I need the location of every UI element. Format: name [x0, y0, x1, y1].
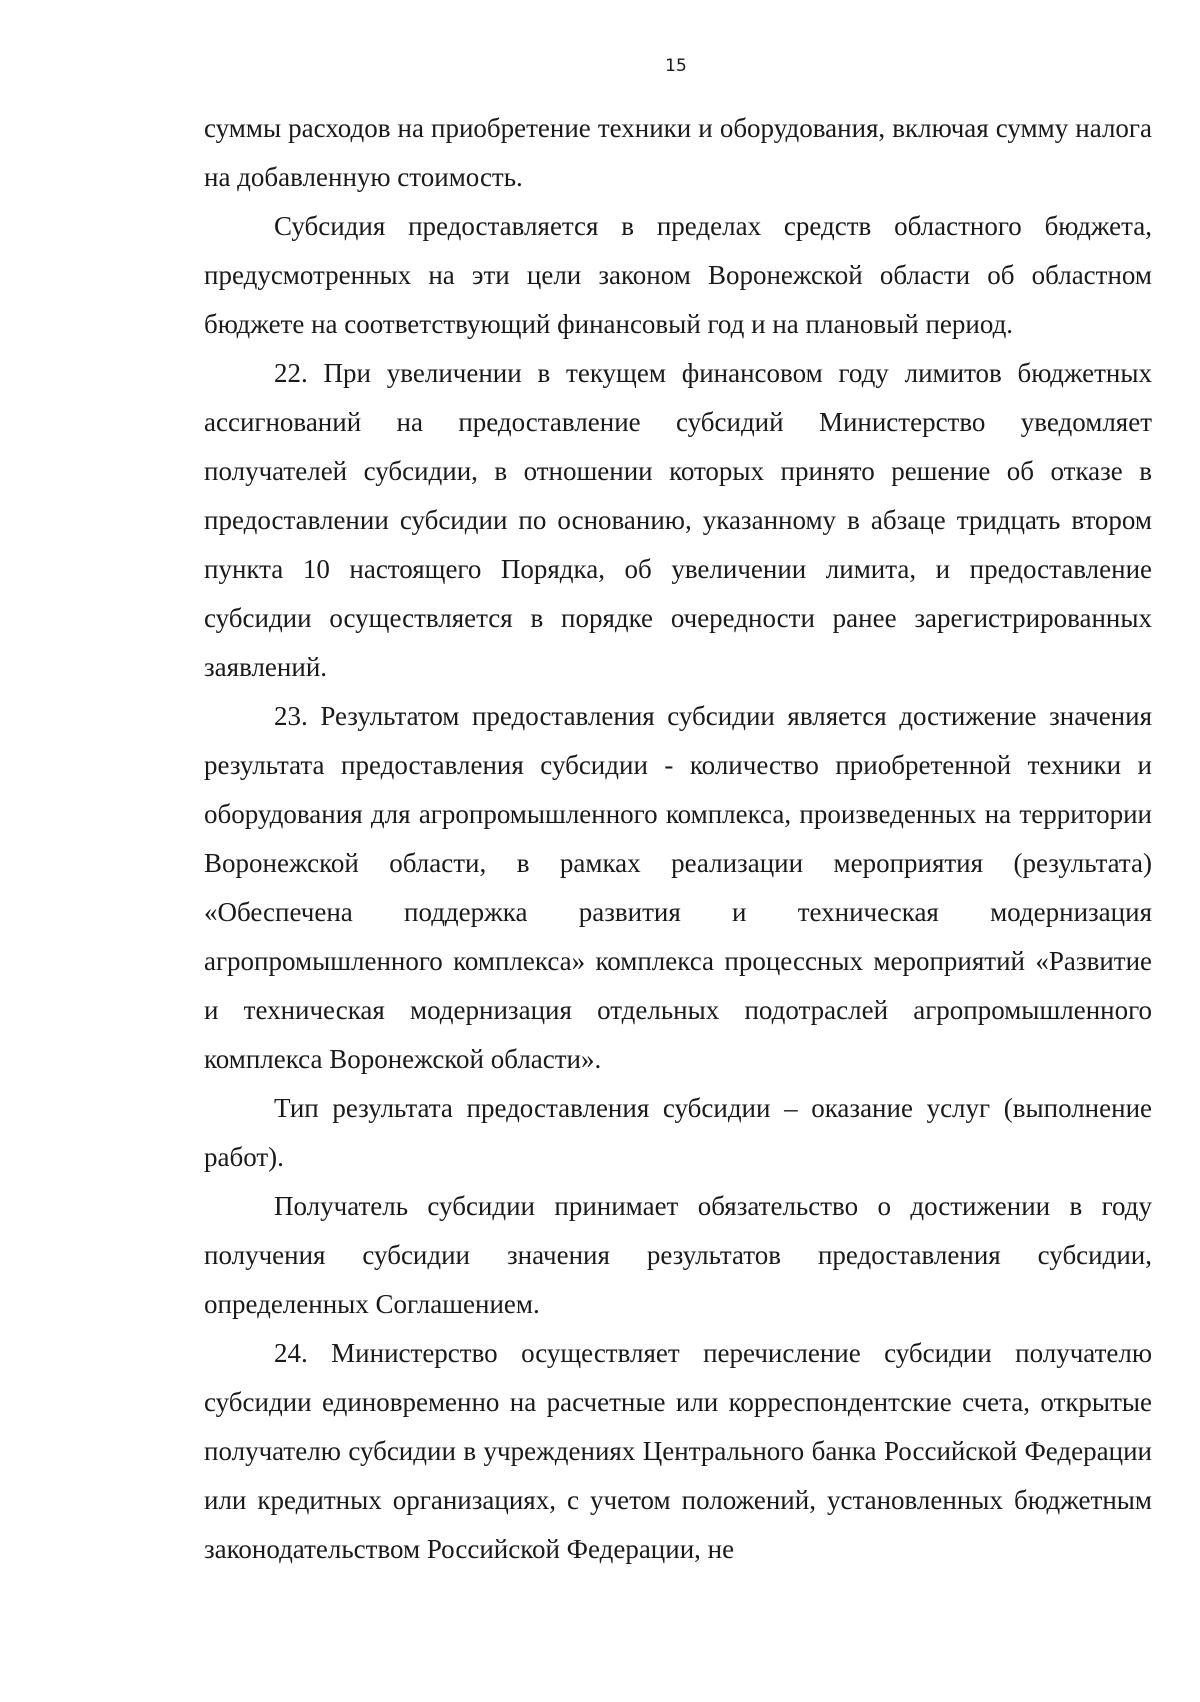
- paragraph-recipient-obligation: Получатель субсидии принимает обязательство о достижении в году получения субсидии значения результатов предоставления субсидии, определенных Соглашением.: [204, 1191, 1152, 1319]
- paragraph-23: 23. Результатом предоставления субсидии является достижение значения результата предоставления субсидии - количество приобретенной техники и оборудования для агропромышленного комплекса, произведенных на территории Воронежской области, в рамках реализации мероприятия (результата) «Обеспечена поддержка развития и техническая модернизация агропромышленного комплекса» комплекса процессных мероприятий «Развитие и техническая модернизация отдельных подотраслей агропромышленного комплекса Воронежской области».: [204, 701, 1152, 1074]
- paragraph-24: 24. Министерство осуществляет перечисление субсидии получателю субсидии единовременно на расчетные или корреспондентские счета, открытые получателю субсидии в учреждениях Центрального банка Российской Федерации или кредитных организациях, с учетом положений, установленных бюджетным законодательством Российской Федерации, не: [204, 1338, 1152, 1564]
- paragraph-result-type: Тип результата предоставления субсидии – оказание услуг (выполнение работ).: [204, 1093, 1152, 1172]
- paragraph-continuation: суммы расходов на приобретение техники и оборудования, включая сумму налога на добавленную стоимость.: [204, 113, 1152, 192]
- page-number: 15: [665, 56, 687, 76]
- paragraph-22: 22. При увеличении в текущем финансовом году лимитов бюджетных ассигнований на предоставление субсидий Министерство уведомляет получателей субсидии, в отношении которых принято решение об отказе в предоставлении субсидии по основанию, указанному в абзаце тридцать втором пункта 10 настоящего Порядка, об увеличении лимита, и предоставление субсидии осуществляется в порядке очередности ранее зарегистрированных заявлений.: [204, 358, 1152, 682]
- paragraph-subsidy-budget: Субсидия предоставляется в пределах средств областного бюджета, предусмотренных на эти цели законом Воронежской области об областном бюджете на соответствующий финансовый год и на плановый период.: [204, 211, 1152, 339]
- document-body: [204, 104, 1152, 1574]
